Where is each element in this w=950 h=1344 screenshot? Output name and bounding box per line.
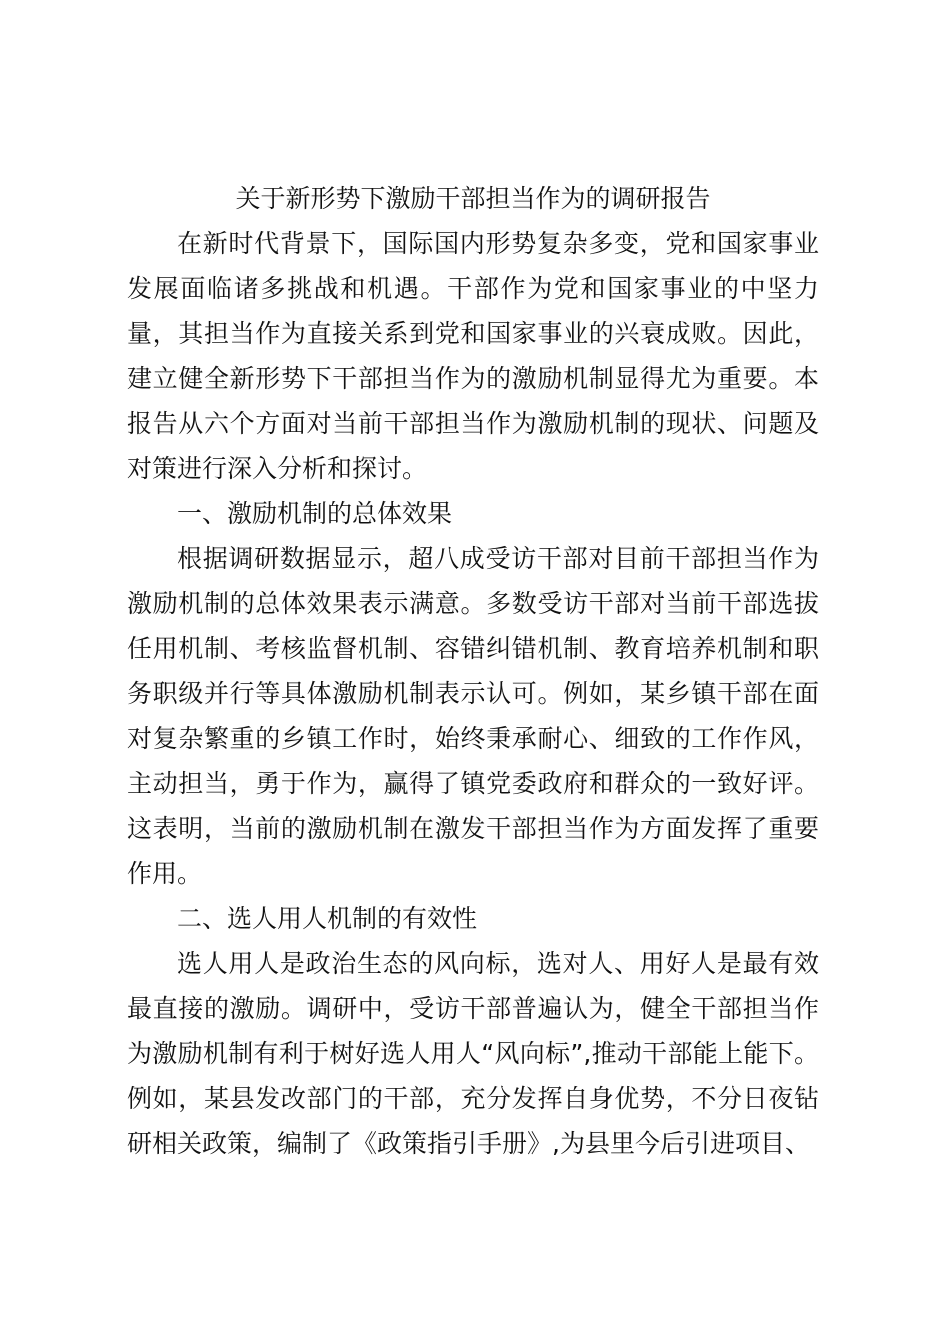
section-1-paragraph: 根据调研数据显示，超八成受访干部对目前干部担当作为激励机制的总体效果表示满意。多数受访干部对当前干部选拔任用机制、考核监督机制、容错纠错机制、教育培养机制和职务职级并行等具体激励机制表示认可。例如，某乡镇干部在面对复杂繁重的乡镇工作时，始终秉承耐心、细致的工作作风，主动担当，勇于作为，赢得了镇党委政府和群众的一致好评。这表明，当前的激励机制在激发干部担当作为方面发挥了重要作用。	[127, 544, 819, 888]
section-heading-1: 一、激励机制的总体效果	[177, 499, 453, 528]
document-body	[127, 176, 819, 1166]
document-title: 关于新形势下激励干部担当作为的调研报告	[235, 184, 711, 213]
intro-paragraph: 在新时代背景下，国际国内形势复杂多变，党和国家事业发展面临诸多挑战和机遇。干部作为党和国家事业的中坚力量，其担当作为直接关系到党和国家事业的兴衰成败。因此，建立健全新形势下干部担当作为的激励机制显得尤为重要。本报告从六个方面对当前干部担当作为激励机制的现状、问题及对策进行深入分析和探讨。	[127, 229, 819, 483]
section-2-paragraph: 选人用人是政治生态的风向标，选对人、用好人是最有效最直接的激励。调研中，受访干部普遍认为，健全干部担当作为激励机制有利于树好选人用人“风向标”,推动干部能上能下。例如，某县发改部门的干部，充分发挥自身优势，不分日夜钻研相关政策，编制了《政策指引手册》,为县里今后引进项目、	[127, 949, 819, 1158]
section-heading-2: 二、选人用人机制的有效性	[177, 904, 478, 933]
